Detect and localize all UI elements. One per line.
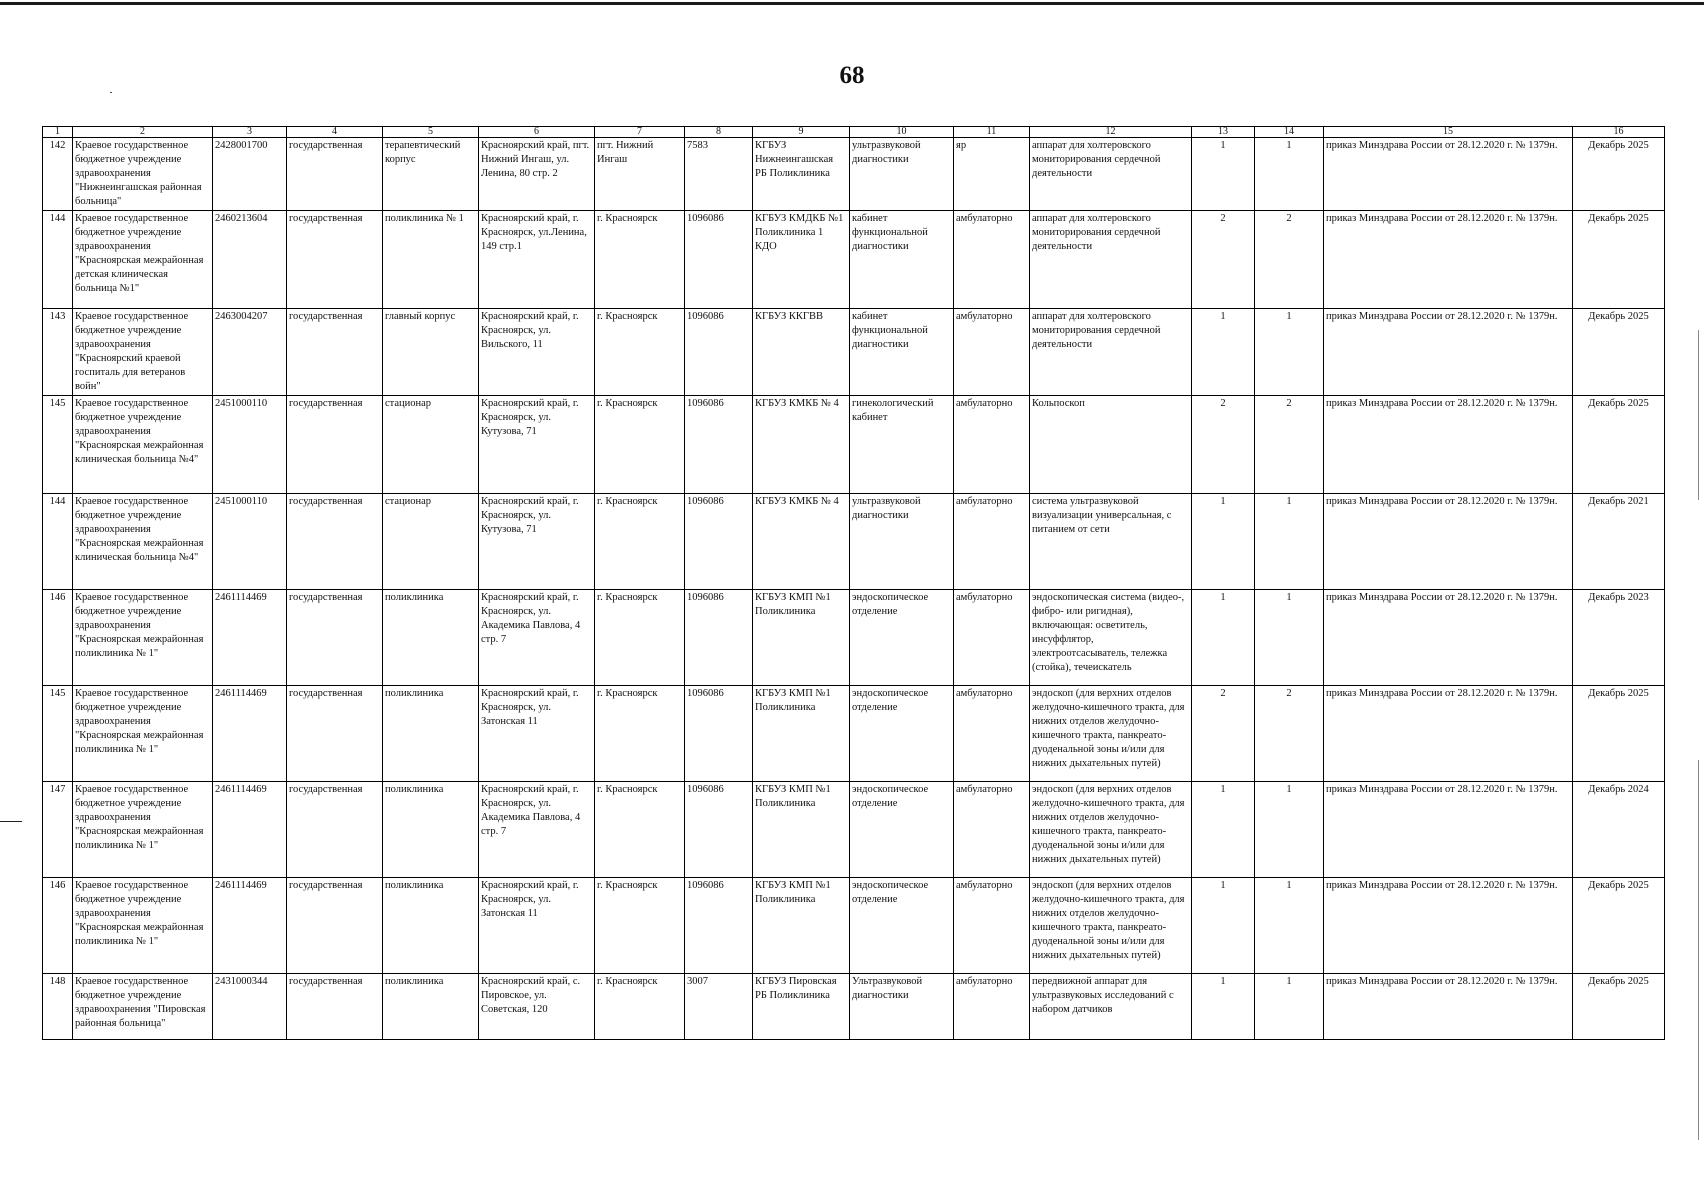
quantity-planned: 1 — [1255, 138, 1324, 211]
table-row — [43, 396, 1665, 494]
header-cell: 2 — [73, 127, 213, 138]
address: Красноярский край, г. Красноярск, ул. Академика Павлова, 4 стр. 7 — [479, 590, 595, 686]
code: 3007 — [685, 974, 753, 1040]
row-number: 145 — [43, 686, 73, 782]
quantity-required: 2 — [1192, 396, 1255, 494]
table-row — [43, 309, 1665, 396]
equipment: аппарат для холтеровского мониторирования сердечной деятельности — [1030, 211, 1192, 309]
row-number: 145 — [43, 396, 73, 494]
department: гинекологический кабинет — [850, 396, 954, 494]
quantity-planned: 1 — [1255, 309, 1324, 396]
department: Ультразвуковой диагностики — [850, 974, 954, 1040]
building: главный корпус — [383, 309, 479, 396]
header-cell: 16 — [1573, 127, 1665, 138]
quantity-required: 1 — [1192, 974, 1255, 1040]
code: 1096086 — [685, 396, 753, 494]
institution-name: Краевое государственное бюджетное учреждение здравоохранения "Красноярский краевой госпиталь для ветеранов войн" — [73, 309, 213, 396]
scan-speck — [110, 92, 112, 93]
quantity-required: 1 — [1192, 782, 1255, 878]
legal-basis: приказ Минздрава России от 28.12.2020 г. № 1379н. — [1324, 590, 1573, 686]
table-row — [43, 878, 1665, 974]
ownership-type: государственная — [287, 590, 383, 686]
code: 1096086 — [685, 878, 753, 974]
care-mode: амбулаторно — [954, 396, 1030, 494]
locality: г. Красноярск — [595, 211, 685, 309]
equipment: передвижной аппарат для ультразвуковых исследований с набором датчиков — [1030, 974, 1192, 1040]
tax-id: 2460213604 — [213, 211, 287, 309]
quantity-planned: 1 — [1255, 974, 1324, 1040]
code: 1096086 — [685, 309, 753, 396]
ownership-type: государственная — [287, 138, 383, 211]
header-cell: 10 — [850, 127, 954, 138]
unit-name: КГБУЗ Пировская РБ Поликлиника — [753, 974, 850, 1040]
locality: г. Красноярск — [595, 590, 685, 686]
code: 1096086 — [685, 590, 753, 686]
building: поликлиника № 1 — [383, 211, 479, 309]
institution-name: Краевое государственное бюджетное учреждение здравоохранения "Красноярская межрайонная поликлиника № 1" — [73, 782, 213, 878]
building: поликлиника — [383, 974, 479, 1040]
tax-id: 2451000110 — [213, 494, 287, 590]
equipment: эндоскоп (для верхних отделов желудочно-кишечного тракта, для нижних отделов желудочно-кишечного тракта, панкреато-дуоденальной зоны и/или для нижних дыхательных путей) — [1030, 782, 1192, 878]
address: Красноярский край, г. Красноярск, ул. Затонская 11 — [479, 878, 595, 974]
header-cell: 9 — [753, 127, 850, 138]
table-row — [43, 974, 1665, 1040]
legal-basis: приказ Минздрава России от 28.12.2020 г. № 1379н. — [1324, 974, 1573, 1040]
code: 1096086 — [685, 782, 753, 878]
header-cell: 6 — [479, 127, 595, 138]
table-row — [43, 782, 1665, 878]
institution-name: Краевое государственное бюджетное учреждение здравоохранения "Нижнеингашская районная больница" — [73, 138, 213, 211]
care-mode: амбулаторно — [954, 878, 1030, 974]
institution-name: Краевое государственное бюджетное учреждение здравоохранения "Пировская районная больница" — [73, 974, 213, 1040]
row-number: 144 — [43, 211, 73, 309]
code: 1096086 — [685, 686, 753, 782]
row-number: 147 — [43, 782, 73, 878]
scan-edge-mark — [0, 821, 22, 822]
tax-id: 2431000344 — [213, 974, 287, 1040]
quantity-required: 1 — [1192, 138, 1255, 211]
deadline: Декабрь 2025 — [1573, 686, 1665, 782]
table-row — [43, 494, 1665, 590]
department: эндоскопическое отделение — [850, 686, 954, 782]
ownership-type: государственная — [287, 211, 383, 309]
institution-name: Краевое государственное бюджетное учреждение здравоохранения "Красноярская межрайонная клиническая больница №4" — [73, 494, 213, 590]
deadline: Декабрь 2024 — [1573, 782, 1665, 878]
quantity-planned: 1 — [1255, 782, 1324, 878]
institution-name: Краевое государственное бюджетное учреждение здравоохранения "Красноярская межрайонная поликлиника № 1" — [73, 590, 213, 686]
equipment: эндоскоп (для верхних отделов желудочно-кишечного тракта, для нижних отделов желудочно-кишечного тракта, панкреато-дуоденальной зоны и/или для нижних дыхательных путей) — [1030, 878, 1192, 974]
address: Красноярский край, г. Красноярск, ул. Вильского, 11 — [479, 309, 595, 396]
header-cell: 11 — [954, 127, 1030, 138]
quantity-required: 1 — [1192, 590, 1255, 686]
top-border-line — [0, 2, 1704, 5]
quantity-planned: 1 — [1255, 590, 1324, 686]
ownership-type: государственная — [287, 494, 383, 590]
unit-name: КГБУЗ КМКБ № 4 — [753, 396, 850, 494]
deadline: Декабрь 2025 — [1573, 211, 1665, 309]
quantity-planned: 2 — [1255, 396, 1324, 494]
quantity-required: 1 — [1192, 878, 1255, 974]
building: поликлиника — [383, 782, 479, 878]
equipment: эндоскопическая система (видео-, фибро- или ригидная), включающая: осветитель, инсуффлятор, электроотсасыватель, тележка (стойка), течеискатель — [1030, 590, 1192, 686]
legal-basis: приказ Минздрава России от 28.12.2020 г. № 1379н. — [1324, 494, 1573, 590]
legal-basis: приказ Минздрава России от 28.12.2020 г. № 1379н. — [1324, 686, 1573, 782]
locality: г. Красноярск — [595, 686, 685, 782]
tax-id: 2461114469 — [213, 590, 287, 686]
header-cell: 3 — [213, 127, 287, 138]
institution-name: Краевое государственное бюджетное учреждение здравоохранения "Красноярская межрайонная поликлиника № 1" — [73, 878, 213, 974]
care-mode: амбулаторно — [954, 309, 1030, 396]
department: эндоскопическое отделение — [850, 590, 954, 686]
department: ультразвуковой диагностики — [850, 138, 954, 211]
institution-name: Краевое государственное бюджетное учреждение здравоохранения "Красноярская межрайонная клиническая больница №4" — [73, 396, 213, 494]
deadline: Декабрь 2025 — [1573, 138, 1665, 211]
care-mode: амбулаторно — [954, 494, 1030, 590]
institution-name: Краевое государственное бюджетное учреждение здравоохранения "Красноярская межрайонная детская клиническая больница №1" — [73, 211, 213, 309]
quantity-planned: 2 — [1255, 686, 1324, 782]
building: стационар — [383, 494, 479, 590]
care-mode: амбулаторно — [954, 782, 1030, 878]
department: кабинет функциональной диагностики — [850, 211, 954, 309]
quantity-required: 1 — [1192, 494, 1255, 590]
code: 1096086 — [685, 211, 753, 309]
table-row — [43, 138, 1665, 211]
deadline: Декабрь 2025 — [1573, 396, 1665, 494]
tax-id: 2461114469 — [213, 686, 287, 782]
address: Красноярский край, г. Красноярск, ул.Ленина, 149 стр.1 — [479, 211, 595, 309]
header-cell: 7 — [595, 127, 685, 138]
locality: г. Красноярск — [595, 782, 685, 878]
deadline: Декабрь 2021 — [1573, 494, 1665, 590]
care-mode: амбулаторно — [954, 211, 1030, 309]
address: Красноярский край, г. Красноярск, ул. Кутузова, 71 — [479, 396, 595, 494]
ownership-type: государственная — [287, 396, 383, 494]
unit-name: КГБУЗ ККГВВ — [753, 309, 850, 396]
building: терапевтический корпус — [383, 138, 479, 211]
table-row — [43, 211, 1665, 309]
address: Красноярский край, г. Красноярск, ул. Академика Павлова, 4 стр. 7 — [479, 782, 595, 878]
column-number-header — [43, 127, 1665, 138]
tax-id: 2461114469 — [213, 782, 287, 878]
legal-basis: приказ Минздрава России от 28.12.2020 г. № 1379н. — [1324, 396, 1573, 494]
quantity-planned: 2 — [1255, 211, 1324, 309]
building: стационар — [383, 396, 479, 494]
tax-id: 2428001700 — [213, 138, 287, 211]
care-mode: яр — [954, 138, 1030, 211]
deadline: Декабрь 2023 — [1573, 590, 1665, 686]
page-number: 68 — [839, 62, 865, 89]
locality: пгт. Нижний Ингаш — [595, 138, 685, 211]
unit-name: КГБУЗ КМКБ № 4 — [753, 494, 850, 590]
equipment: аппарат для холтеровского мониторирования сердечной деятельности — [1030, 309, 1192, 396]
tax-id: 2463004207 — [213, 309, 287, 396]
deadline: Декабрь 2025 — [1573, 878, 1665, 974]
header-row — [43, 127, 1665, 138]
department: кабинет функциональной диагностики — [850, 309, 954, 396]
locality: г. Красноярск — [595, 878, 685, 974]
header-cell: 13 — [1192, 127, 1255, 138]
deadline: Декабрь 2025 — [1573, 974, 1665, 1040]
ownership-type: государственная — [287, 782, 383, 878]
building: поликлиника — [383, 878, 479, 974]
equipment: Кольпоскоп — [1030, 396, 1192, 494]
unit-name: КГБУЗ КМП №1 Поликлиника — [753, 686, 850, 782]
quantity-planned: 1 — [1255, 494, 1324, 590]
address: Красноярский край, г. Красноярск, ул. Кутузова, 71 — [479, 494, 595, 590]
unit-name: КГБУЗ КМДКБ №1 Поликлиника 1 КДО — [753, 211, 850, 309]
header-cell: 15 — [1324, 127, 1573, 138]
ownership-type: государственная — [287, 309, 383, 396]
equipment-registry-table — [42, 126, 1665, 1040]
table-row — [43, 686, 1665, 782]
institution-name: Краевое государственное бюджетное учреждение здравоохранения "Красноярская межрайонная поликлиника № 1" — [73, 686, 213, 782]
unit-name: КГБУЗ КМП №1 Поликлиника — [753, 590, 850, 686]
ownership-type: государственная — [287, 686, 383, 782]
locality: г. Красноярск — [595, 494, 685, 590]
table-body — [43, 138, 1665, 1040]
header-cell: 14 — [1255, 127, 1324, 138]
quantity-required: 1 — [1192, 309, 1255, 396]
quantity-required: 2 — [1192, 211, 1255, 309]
table-row — [43, 590, 1665, 686]
unit-name: КГБУЗ КМП №1 Поликлиника — [753, 878, 850, 974]
row-number: 146 — [43, 590, 73, 686]
locality: г. Красноярск — [595, 396, 685, 494]
care-mode: амбулаторно — [954, 686, 1030, 782]
deadline: Декабрь 2025 — [1573, 309, 1665, 396]
legal-basis: приказ Минздрава России от 28.12.2020 г. № 1379н. — [1324, 211, 1573, 309]
header-cell: 5 — [383, 127, 479, 138]
address: Красноярский край, г. Красноярск, ул. Затонская 11 — [479, 686, 595, 782]
equipment: система ультразвуковой визуализации универсальная, с питанием от сети — [1030, 494, 1192, 590]
row-number: 142 — [43, 138, 73, 211]
scan-right-edge — [1698, 760, 1699, 1140]
building: поликлиника — [383, 686, 479, 782]
tax-id: 2451000110 — [213, 396, 287, 494]
legal-basis: приказ Минздрава России от 28.12.2020 г. № 1379н. — [1324, 309, 1573, 396]
code: 1096086 — [685, 494, 753, 590]
unit-name: КГБУЗ КМП №1 Поликлиника — [753, 782, 850, 878]
unit-name: КГБУЗ Нижнеингашская РБ Поликлиника — [753, 138, 850, 211]
header-cell: 12 — [1030, 127, 1192, 138]
department: ультразвуковой диагностики — [850, 494, 954, 590]
quantity-planned: 1 — [1255, 878, 1324, 974]
row-number: 144 — [43, 494, 73, 590]
row-number: 148 — [43, 974, 73, 1040]
address: Красноярский край, пгт. Нижний Ингаш, ул. Ленина, 80 стр. 2 — [479, 138, 595, 211]
quantity-required: 2 — [1192, 686, 1255, 782]
row-number: 146 — [43, 878, 73, 974]
department: эндоскопическое отделение — [850, 878, 954, 974]
code: 7583 — [685, 138, 753, 211]
legal-basis: приказ Минздрава России от 28.12.2020 г. № 1379н. — [1324, 138, 1573, 211]
care-mode: амбулаторно — [954, 590, 1030, 686]
row-number: 143 — [43, 309, 73, 396]
care-mode: амбулаторно — [954, 974, 1030, 1040]
address: Красноярский край, с. Пировское, ул. Советская, 120 — [479, 974, 595, 1040]
legal-basis: приказ Минздрава России от 28.12.2020 г. № 1379н. — [1324, 878, 1573, 974]
tax-id: 2461114469 — [213, 878, 287, 974]
equipment: эндоскоп (для верхних отделов желудочно-кишечного тракта, для нижних отделов желудочно-кишечного тракта, панкреато-дуоденальной зоны и/или для нижних дыхательных путей) — [1030, 686, 1192, 782]
header-cell: 8 — [685, 127, 753, 138]
ownership-type: государственная — [287, 974, 383, 1040]
locality: г. Красноярск — [595, 974, 685, 1040]
scan-right-edge — [1698, 330, 1699, 500]
department: эндоскопическое отделение — [850, 782, 954, 878]
legal-basis: приказ Минздрава России от 28.12.2020 г. № 1379н. — [1324, 782, 1573, 878]
locality: г. Красноярск — [595, 309, 685, 396]
header-cell: 1 — [43, 127, 73, 138]
building: поликлиника — [383, 590, 479, 686]
header-cell: 4 — [287, 127, 383, 138]
equipment: аппарат для холтеровского мониторирования сердечной деятельности — [1030, 138, 1192, 211]
ownership-type: государственная — [287, 878, 383, 974]
